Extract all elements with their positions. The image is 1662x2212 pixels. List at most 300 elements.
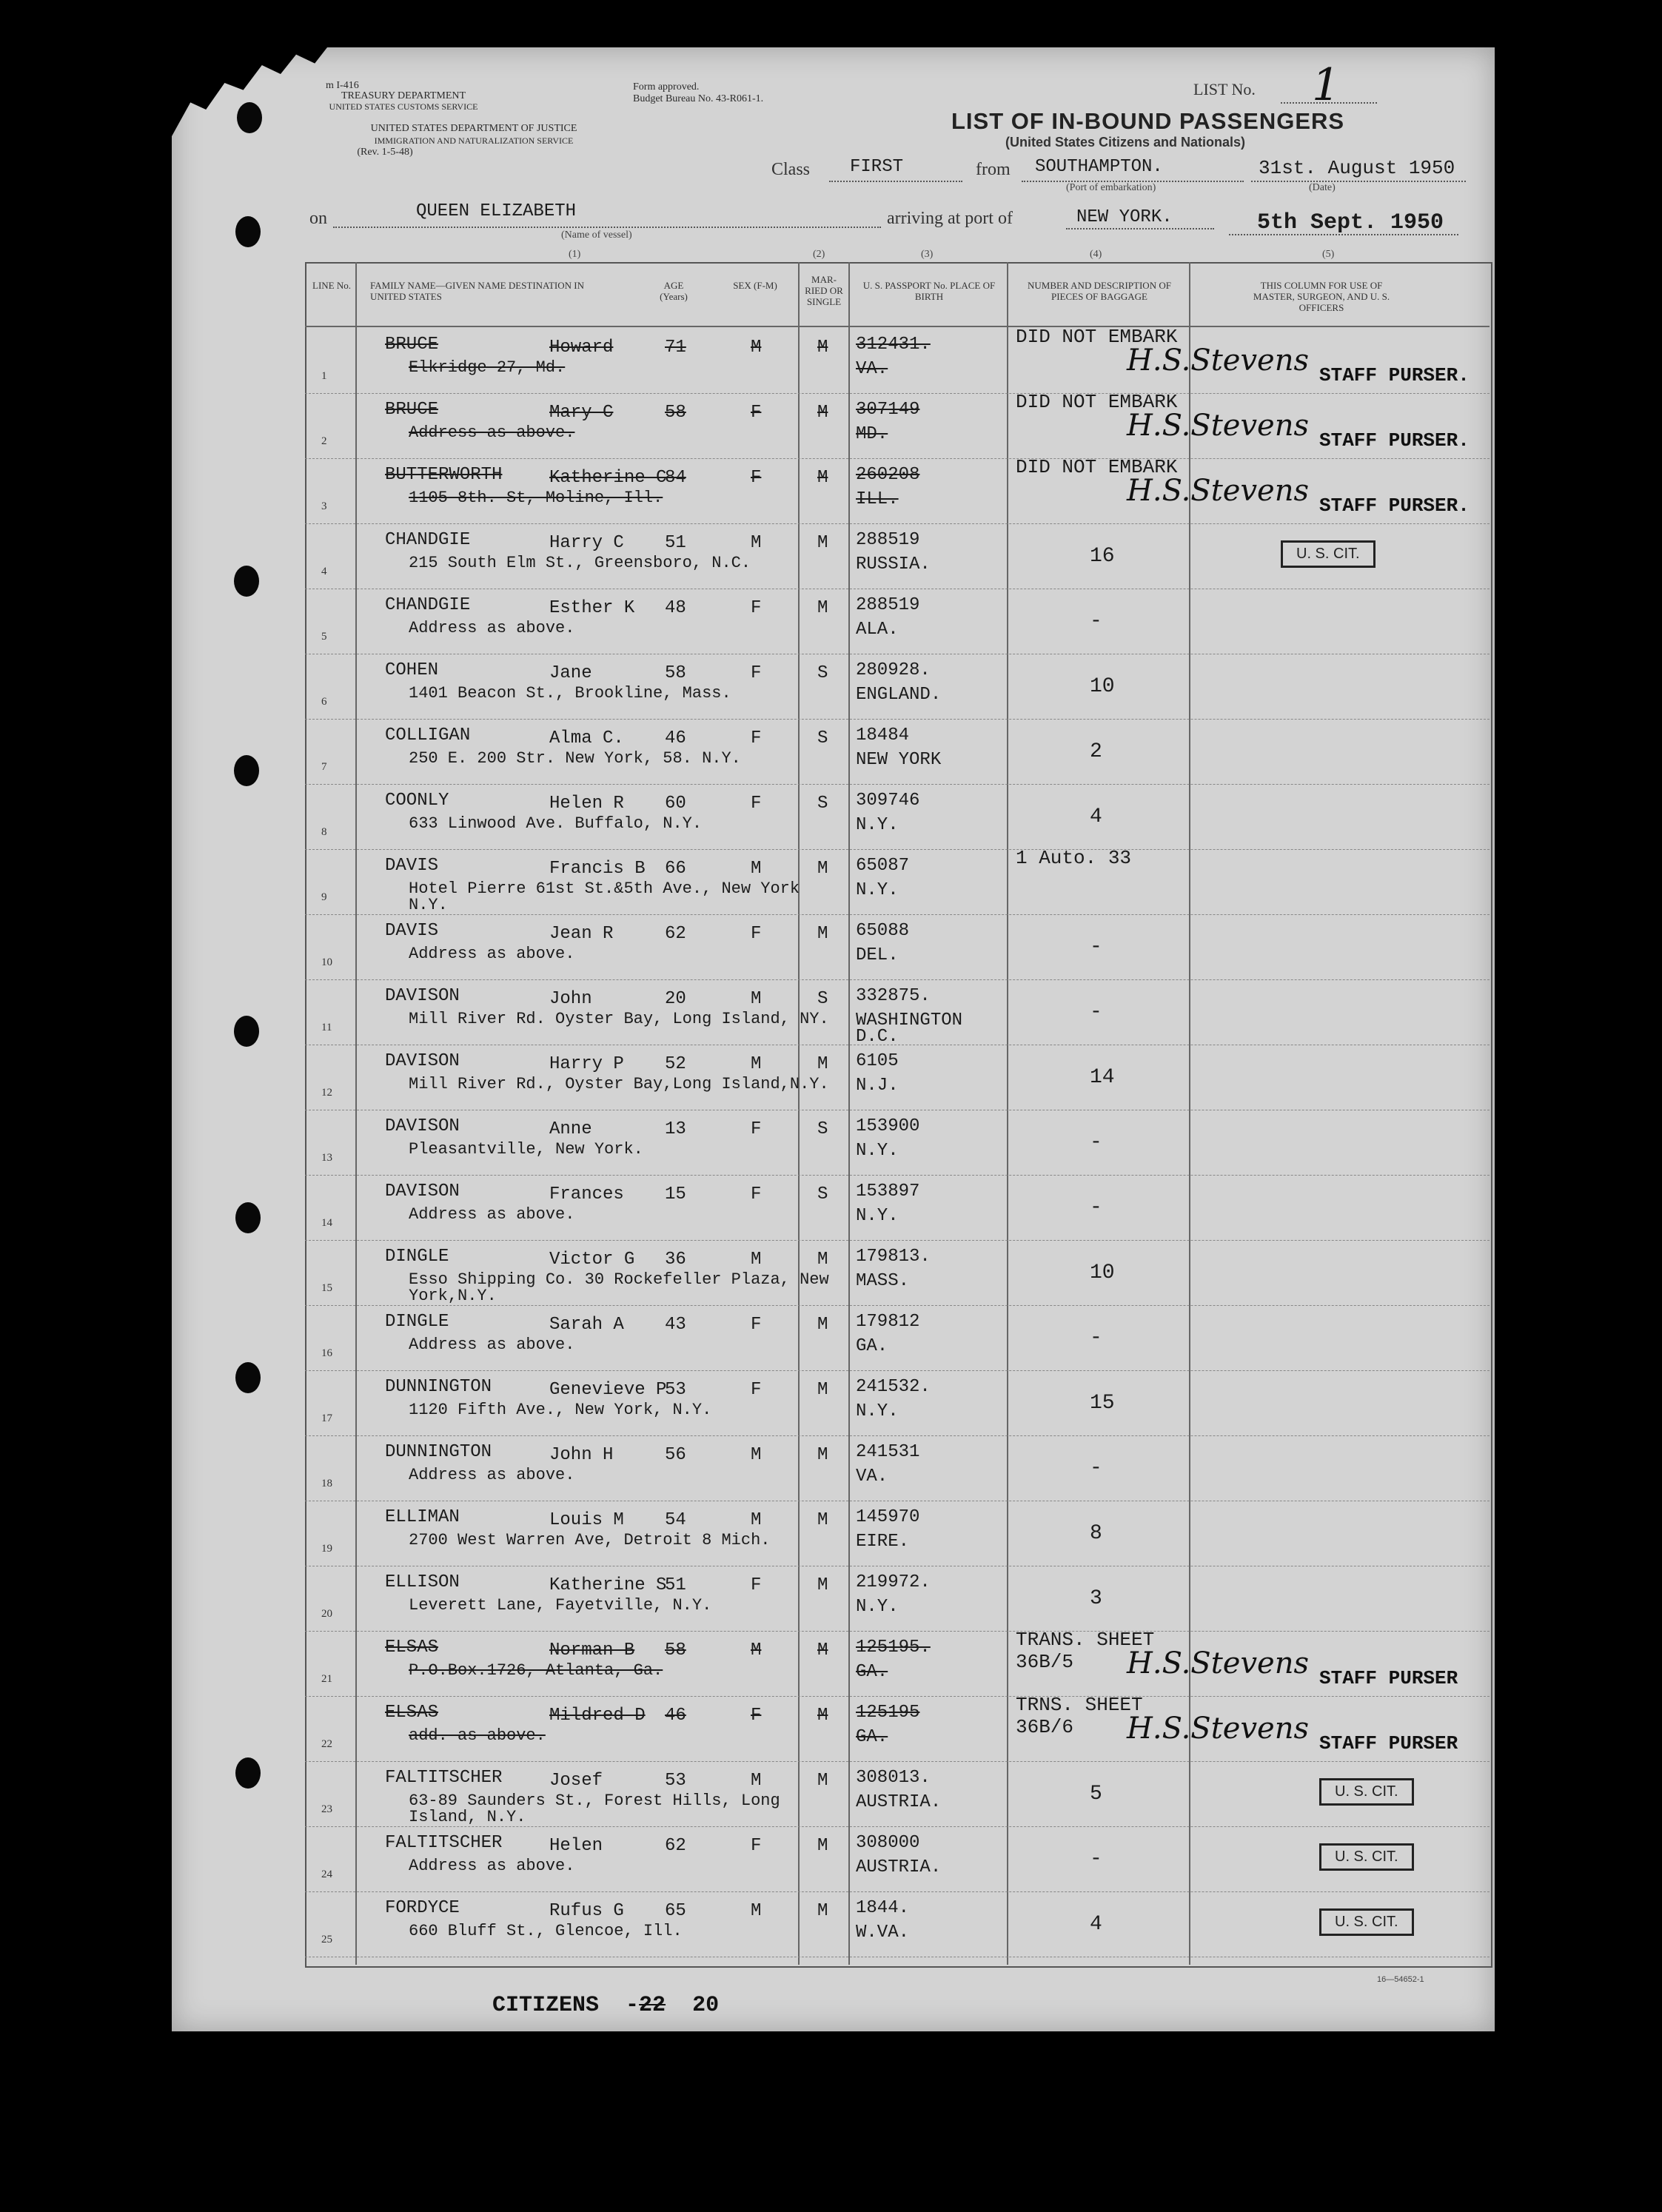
sex: F	[751, 1315, 762, 1335]
sex: M	[751, 338, 762, 358]
marital-status: M	[817, 1510, 828, 1530]
table-row	[305, 1829, 1490, 1892]
row-divider	[305, 1696, 1490, 1697]
dept-justice: UNITED STATES DEPARTMENT OF JUSTICE	[370, 123, 577, 134]
citizens-count: 20	[692, 1993, 720, 2018]
line-number: 14	[321, 1217, 332, 1229]
passport-no: 307149	[856, 400, 920, 420]
baggage: -	[1090, 1131, 1102, 1154]
family-name: BRUCE	[385, 400, 439, 420]
line-number: 15	[321, 1282, 332, 1294]
birth-place: GA.	[856, 1727, 888, 1747]
line-number: 18	[321, 1478, 332, 1489]
col-header-line: LINE No.	[312, 280, 351, 291]
passport-no: 288519	[856, 595, 920, 615]
birth-place: N.J.	[856, 1076, 899, 1096]
baggage: DID NOT EMBARK	[1016, 326, 1178, 348]
birth-place: ILL.	[856, 489, 899, 509]
family-name: CHANDGIE	[385, 530, 471, 550]
col-num-4: (4)	[1090, 249, 1102, 260]
birth-place: N.Y.	[856, 1141, 899, 1161]
col-num-2: (2)	[813, 249, 825, 260]
marital-status: M	[817, 1315, 828, 1335]
table-row	[305, 1629, 1490, 1697]
family-name: DAVISON	[385, 1182, 460, 1201]
row-divider	[305, 1891, 1490, 1892]
arrival-port: NEW YORK.	[1076, 207, 1173, 227]
family-name: ELLIMAN	[385, 1507, 460, 1527]
departure-date: 31st. August 1950	[1259, 157, 1455, 179]
baggage: TRNS. SHEET 36B/6	[1016, 1694, 1143, 1738]
birth-place: ALA.	[856, 620, 899, 640]
baggage: 4	[1090, 805, 1102, 828]
arrival-date-line	[1229, 234, 1458, 235]
age: 56	[665, 1445, 686, 1465]
destination: Address as above.	[409, 945, 575, 963]
table-row	[305, 326, 1490, 394]
destination: Hotel Pierre 61st St.&5th Ave., New York N.Y.	[409, 879, 800, 914]
sex: M	[751, 989, 762, 1009]
family-name: FALTITSCHER	[385, 1768, 503, 1788]
table-row	[305, 526, 1490, 589]
marital-status: M	[817, 1771, 828, 1791]
arriving-label: arriving at port of	[887, 209, 1013, 228]
table-row	[305, 721, 1490, 785]
staff-purser-note: STAFF PURSER	[1319, 1732, 1458, 1754]
birth-place: NEW YORK	[856, 750, 942, 770]
sex: F	[751, 1380, 762, 1400]
us-cit-stamp: U. S. CIT.	[1319, 1778, 1414, 1806]
line-number: 11	[321, 1022, 332, 1033]
destination: Leverett Lane, Fayetville, N.Y.	[409, 1596, 712, 1615]
given-name: Jean R	[549, 924, 614, 944]
age: 54	[665, 1510, 686, 1530]
punch-hole	[234, 755, 259, 786]
punch-hole	[235, 216, 261, 247]
given-name: Genevieve P	[549, 1380, 667, 1400]
col-num-1: (1)	[569, 249, 581, 260]
destination: add. as above.	[409, 1726, 546, 1745]
family-name: COHEN	[385, 660, 439, 680]
given-name: Sarah A	[549, 1315, 624, 1335]
arrival-date: 5th Sept. 1950	[1257, 210, 1444, 235]
line-number: 12	[321, 1087, 332, 1099]
line-number: 8	[321, 826, 327, 838]
marital-status: M	[817, 1901, 828, 1921]
table-row	[305, 1177, 1490, 1241]
col-num-3: (3)	[921, 249, 934, 260]
budget-bureau: Budget Bureau No. 43-R061-1.	[633, 93, 764, 104]
table-row	[305, 916, 1490, 980]
destination: Mill River Rd. Oyster Bay, Long Island, NY.	[409, 1010, 829, 1028]
us-cit-stamp: U. S. CIT.	[1319, 1843, 1414, 1871]
given-name: Anne	[549, 1119, 592, 1139]
sex: M	[751, 1510, 762, 1530]
table-row	[305, 1373, 1490, 1436]
passport-no: 288519	[856, 530, 920, 550]
sex: F	[751, 924, 762, 944]
birth-place: EIRE.	[856, 1532, 910, 1552]
baggage: 14	[1090, 1066, 1115, 1089]
age: 71	[665, 338, 686, 358]
row-divider	[305, 1826, 1490, 1827]
line-number: 25	[321, 1934, 332, 1945]
family-name: DAVISON	[385, 1051, 460, 1071]
baggage: DID NOT EMBARK	[1016, 391, 1178, 413]
on-label: on	[309, 209, 327, 228]
purser-signature: H.S.Stevens	[1127, 474, 1309, 508]
row-divider	[305, 784, 1490, 785]
age: 65	[665, 1901, 686, 1921]
vessel-line	[333, 227, 881, 228]
given-name: Mary C	[549, 403, 614, 423]
age: 53	[665, 1380, 686, 1400]
age: 53	[665, 1771, 686, 1791]
given-name: Helen	[549, 1836, 603, 1856]
passport-no: 6105	[856, 1051, 899, 1071]
given-name: Harry C	[549, 533, 624, 553]
given-name: Esther K	[549, 598, 635, 618]
sex: F	[751, 1575, 762, 1595]
line-number: 10	[321, 956, 332, 968]
birth-place: GA.	[856, 1662, 888, 1682]
table-row	[305, 1503, 1490, 1566]
line-number: 6	[321, 696, 327, 708]
dept-treasury: TREASURY DEPARTMENT	[341, 90, 466, 101]
birth-place: GA.	[856, 1336, 888, 1356]
sex: F	[751, 1706, 762, 1726]
table-row	[305, 982, 1490, 1045]
birth-place: N.Y.	[856, 815, 899, 835]
citizens-total: CITIZENS -22 20	[492, 1993, 720, 2018]
sex: M	[751, 1640, 762, 1660]
destination: 215 South Elm St., Greensboro, N.C.	[409, 554, 751, 572]
destination: 1105-8th. St, Moline, Ill.	[409, 489, 663, 507]
col-header-age: AGE (Years)	[660, 280, 688, 302]
destination: 2700 West Warren Ave, Detroit 8 Mich.	[409, 1531, 771, 1549]
line-number: 19	[321, 1543, 332, 1555]
header-rule	[305, 326, 1490, 327]
given-name: Helen R	[549, 794, 624, 814]
sex: F	[751, 598, 762, 618]
given-name: Howard	[549, 338, 614, 358]
row-divider	[305, 458, 1490, 459]
age: 62	[665, 924, 686, 944]
col-num-5: (5)	[1322, 249, 1335, 260]
sex: F	[751, 1836, 762, 1856]
staff-purser-note: STAFF PURSER	[1319, 1667, 1458, 1689]
family-name: COLLIGAN	[385, 725, 471, 745]
destination: Address as above.	[409, 1857, 575, 1875]
row-divider	[305, 523, 1490, 524]
list-no-value: 1	[1312, 59, 1341, 111]
birth-place: ENGLAND.	[856, 685, 942, 705]
table-row	[305, 1242, 1490, 1306]
given-name: Norman B	[549, 1640, 635, 1660]
table-row	[305, 786, 1490, 850]
sex: F	[751, 1184, 762, 1204]
table-row	[305, 1568, 1490, 1632]
row-divider	[305, 1631, 1490, 1632]
col-header-name: FAMILY NAME—GIVEN NAME DESTINATION IN UNITED STATES	[370, 280, 585, 302]
baggage: -	[1090, 1001, 1102, 1024]
passport-no: 260208	[856, 465, 920, 485]
destination: Address as above.	[409, 1466, 575, 1484]
class-label: Class	[771, 160, 811, 179]
marital-status: S	[817, 989, 828, 1009]
vessel-note: (Name of vessel)	[561, 229, 632, 241]
row-divider	[305, 1175, 1490, 1176]
family-name: FORDYCE	[385, 1898, 460, 1918]
marital-status: M	[817, 1445, 828, 1465]
passport-no: 219972.	[856, 1572, 931, 1592]
family-name: FALTITSCHER	[385, 1833, 503, 1853]
baggage: 5	[1090, 1783, 1102, 1806]
baggage: DID NOT EMBARK	[1016, 456, 1178, 478]
age: 60	[665, 794, 686, 814]
line-number: 5	[321, 631, 327, 643]
baggage: 1 Auto. 33	[1016, 847, 1132, 869]
table-row	[305, 1438, 1490, 1501]
birth-place: VA.	[856, 359, 888, 379]
passport-no: 1844.	[856, 1898, 910, 1918]
staff-purser-note: STAFF PURSER.	[1319, 364, 1470, 386]
baggage: TRANS. SHEET 36B/5	[1016, 1629, 1155, 1673]
list-no-label: LIST No.	[1193, 80, 1256, 98]
given-name: John H	[549, 1445, 614, 1465]
baggage: 3	[1090, 1587, 1102, 1610]
destination: Elkridge 27, Md.	[409, 358, 566, 377]
family-name: ELSAS	[385, 1703, 439, 1723]
marital-status: M	[817, 403, 828, 423]
us-cit-stamp: U. S. CIT.	[1281, 540, 1375, 568]
age: 48	[665, 598, 686, 618]
sex: F	[751, 663, 762, 683]
family-name: DAVIS	[385, 856, 439, 876]
row-divider	[305, 1761, 1490, 1762]
line-number: 1	[321, 370, 327, 382]
destination: Address as above.	[409, 619, 575, 637]
given-name: Katherine S	[549, 1575, 667, 1595]
punch-hole	[237, 102, 262, 133]
passport-no: 145970	[856, 1507, 920, 1527]
table-row	[305, 847, 1490, 915]
marital-status: S	[817, 728, 828, 748]
row-divider	[305, 393, 1490, 394]
table-row	[305, 591, 1490, 654]
destination: 1120 Fifth Ave., New York, N.Y.	[409, 1401, 712, 1419]
birth-place: N.Y.	[856, 880, 899, 900]
marital-status: M	[817, 1575, 828, 1595]
baggage: -	[1090, 1848, 1102, 1871]
marital-status: M	[817, 1640, 828, 1660]
age: 58	[665, 403, 686, 423]
passport-no: 241532.	[856, 1377, 931, 1397]
purser-signature: H.S.Stevens	[1127, 343, 1309, 378]
age: 36	[665, 1250, 686, 1270]
baggage: 15	[1090, 1392, 1115, 1415]
given-name: Katherine C	[549, 468, 667, 488]
marital-status: M	[817, 468, 828, 488]
vessel-name: QUEEN ELIZABETH	[416, 201, 577, 221]
family-name: BUTTERWORTH	[385, 465, 503, 485]
line-number: 4	[321, 566, 327, 577]
family-name: DINGLE	[385, 1312, 449, 1332]
baggage: 16	[1090, 545, 1115, 568]
col-header-sex: SEX (F-M)	[733, 280, 777, 291]
embark-port: SOUTHAMPTON.	[1035, 157, 1163, 177]
line-number: 20	[321, 1608, 332, 1620]
purser-signature: H.S.Stevens	[1127, 409, 1309, 443]
birth-place: MASS.	[856, 1271, 910, 1291]
marital-status: M	[817, 1054, 828, 1074]
marital-status: S	[817, 794, 828, 814]
destination: 633 Linwood Ave. Buffalo, N.Y.	[409, 814, 703, 833]
staff-purser-note: STAFF PURSER.	[1319, 429, 1470, 452]
passport-no: 312431.	[856, 335, 931, 355]
passport-no: 179812	[856, 1312, 920, 1332]
line-number: 16	[321, 1347, 332, 1359]
date-note: (Date)	[1309, 182, 1336, 193]
sex: M	[751, 1250, 762, 1270]
marital-status: S	[817, 663, 828, 683]
table-row	[305, 1307, 1490, 1371]
passport-no: 18484	[856, 725, 910, 745]
port-line	[1066, 228, 1214, 229]
punch-hole	[234, 566, 259, 597]
line-number: 9	[321, 891, 327, 903]
class-value: FIRST	[850, 157, 904, 177]
family-name: DINGLE	[385, 1247, 449, 1267]
destination: 660 Bluff St., Glencoe, Ill.	[409, 1922, 683, 1940]
line-number: 3	[321, 500, 327, 512]
form-approved: Form approved.	[633, 81, 700, 93]
age: 51	[665, 533, 686, 553]
form-id: m I-416	[326, 80, 359, 91]
citizens-struck-value: 22	[639, 1993, 666, 2018]
sex: F	[751, 468, 762, 488]
family-name: DUNNINGTON	[385, 1377, 492, 1397]
marital-status: M	[817, 1836, 828, 1856]
passport-no: 125195.	[856, 1638, 931, 1658]
baggage: -	[1090, 936, 1102, 959]
date-line	[1251, 181, 1466, 182]
sex: M	[751, 1901, 762, 1921]
line-number: 24	[321, 1869, 332, 1880]
line-number: 21	[321, 1673, 332, 1685]
row-divider	[305, 1240, 1490, 1241]
punch-hole	[235, 1757, 261, 1789]
age: 46	[665, 728, 686, 748]
row-divider	[305, 979, 1490, 980]
marital-status: M	[817, 1380, 828, 1400]
table-row	[305, 1047, 1490, 1110]
marital-status: S	[817, 1184, 828, 1204]
row-divider	[305, 1370, 1490, 1371]
family-name: COONLY	[385, 791, 449, 811]
col-header-officers: THIS COLUMN FOR USE OF MASTER, SURGEON, AND U. S. OFFICERS	[1253, 280, 1390, 313]
given-name: Louis M	[549, 1510, 624, 1530]
line-number: 2	[321, 435, 327, 447]
marital-status: M	[817, 924, 828, 944]
baggage: 2	[1090, 740, 1102, 763]
birth-place: N.Y.	[856, 1401, 899, 1421]
page-subtitle: (United States Citizens and Nationals)	[1005, 135, 1246, 150]
family-name: DAVIS	[385, 921, 439, 941]
family-name: DUNNINGTON	[385, 1442, 492, 1462]
birth-place: WASHINGTON D.C.	[856, 1011, 963, 1047]
given-name: Victor G	[549, 1250, 635, 1270]
destination: Address as above.	[409, 423, 575, 442]
sex: M	[751, 1054, 762, 1074]
birth-place: N.Y.	[856, 1206, 899, 1226]
col-header-baggage: NUMBER AND DESCRIPTION OF PIECES OF BAGGAGE	[1028, 280, 1171, 302]
baggage: 8	[1090, 1522, 1102, 1545]
row-divider	[305, 719, 1490, 720]
age: 20	[665, 989, 686, 1009]
destination: 1401 Beacon St., Brookline, Mass.	[409, 684, 731, 703]
birth-place: AUSTRIA.	[856, 1857, 942, 1877]
age: 46	[665, 1706, 686, 1726]
row-divider	[305, 1435, 1490, 1436]
col-header-passport: U. S. PASSPORT No. PLACE OF BIRTH	[862, 280, 996, 302]
table-row	[305, 1763, 1490, 1827]
baggage: -	[1090, 1457, 1102, 1480]
destination: Address as above.	[409, 1205, 575, 1224]
destination: Pleasantville, New York.	[409, 1140, 643, 1159]
passport-no: 309746	[856, 791, 920, 811]
baggage: 10	[1090, 1261, 1115, 1284]
table-row	[305, 1112, 1490, 1176]
revision: (Rev. 1-5-48)	[357, 147, 413, 158]
baggage: -	[1090, 1327, 1102, 1350]
given-name: Josef	[549, 1771, 603, 1791]
family-name: DAVISON	[385, 986, 460, 1006]
baggage: -	[1090, 1196, 1102, 1219]
passport-no: 125195	[856, 1703, 920, 1723]
sex: F	[751, 403, 762, 423]
purser-signature: H.S.Stevens	[1127, 1712, 1309, 1746]
age: 66	[665, 859, 686, 879]
age: 84	[665, 468, 686, 488]
marital-status: M	[817, 1250, 828, 1270]
dept-treasury-sub: UNITED STATES CUSTOMS SERVICE	[329, 101, 478, 112]
age: 15	[665, 1184, 686, 1204]
line-number: 22	[321, 1738, 332, 1750]
given-name: Francis B	[549, 859, 646, 879]
passport-no: 179813.	[856, 1247, 931, 1267]
family-name: ELLISON	[385, 1572, 460, 1592]
row-divider	[305, 849, 1490, 850]
birth-place: DEL.	[856, 945, 899, 965]
passport-no: 280928.	[856, 660, 931, 680]
given-name: Harry P	[549, 1054, 624, 1074]
passport-no: 308013.	[856, 1768, 931, 1788]
baggage: 10	[1090, 675, 1115, 698]
punch-hole	[234, 1016, 259, 1047]
destination: Mill River Rd., Oyster Bay,Long Island,N.Y.	[409, 1075, 829, 1093]
family-name: DAVISON	[385, 1116, 460, 1136]
destination: 63-89 Saunders St., Forest Hills, Long Island, N.Y.	[409, 1792, 780, 1826]
given-name: Mildred D	[549, 1706, 646, 1726]
from-label: from	[976, 160, 1011, 179]
purser-signature: H.S.Stevens	[1127, 1646, 1309, 1680]
marital-status: M	[817, 598, 828, 618]
family-name: BRUCE	[385, 335, 439, 355]
age: 51	[665, 1575, 686, 1595]
marital-status: M	[817, 859, 828, 879]
given-name: Frances	[549, 1184, 624, 1204]
